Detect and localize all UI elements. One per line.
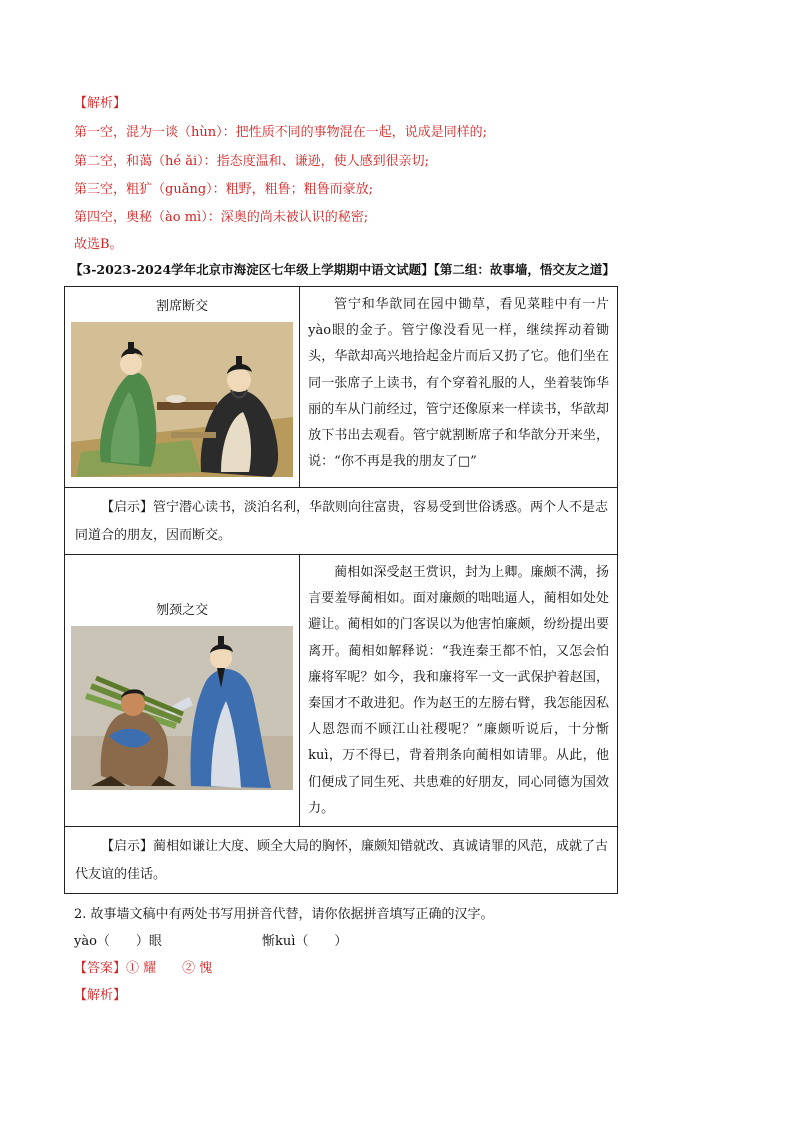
story1-inspire: 【启示】管宁潜心读书，淡泊名利，华歆则向往富贵，容易受到世俗诱惑。两个人不是志同道合的朋友，因而断交。 <box>75 500 609 543</box>
story2-inspire: 【启示】蔺相如谦让大度、顾全大局的胸怀，廉颇知错就改、真诚请罪的风范，成就了古代友谊的佳话。 <box>75 839 609 883</box>
analysis-line-4: 第四空，奥秘（ào mì）：深奥的尚未被认识的秘密; <box>74 210 369 225</box>
story2-title: 刎颈之交 <box>156 603 209 619</box>
story2-illustration <box>71 626 293 790</box>
story2-title-cell <box>65 555 300 827</box>
story1-title-cell <box>65 287 300 488</box>
question-blank-1: yào（ ）眼 <box>74 934 162 949</box>
question-text: 2. 故事墙文稿中有两处书写用拼音代替，请你依据拼音填写正确的汉字。 <box>74 907 494 922</box>
analysis-line-5: 故选B。 <box>74 237 123 252</box>
story-table <box>64 286 618 894</box>
analysis-line-1: 第一空，混为一谈（hùn）：把性质不同的事物混在一起，说成是同样的; <box>74 125 487 140</box>
story2-text-cell <box>300 555 618 827</box>
answer-label: 【答案】 <box>74 961 127 976</box>
answer-block <box>74 960 212 978</box>
analysis-heading: 【解析】 <box>74 96 127 111</box>
question-blank-2: 惭kuì（ ） <box>262 934 348 949</box>
story2-inspire-cell <box>65 827 618 894</box>
answer-text: ① 耀 ② 愧 <box>126 961 213 976</box>
story1-inspire-cell <box>65 488 618 555</box>
analysis-line-3: 第三空，粗犷（guǎng）：粗野，粗鲁；粗鲁而豪放; <box>74 182 374 197</box>
story1-text-cell <box>300 287 618 488</box>
story2-text: 蔺相如深受赵王赏识，封为上卿。廉颇不满，扬言要羞辱蔺相如。面对廉颇的咄咄逼人，蔺相如处处避让。蔺相如的门客误以为他害怕廉颇，纷纷提出要离开。蔺相如解释说：“我连秦王都不怕，又怎会怕廉将军呢？如今，我和廉将军一文一武保护着赵国，秦国才不敢进犯。作为赵王的左膀右臂，我怎能因私人恩怨而不顾江山社稷呢？”廉颇听说后，十分惭kuì，万不得已，背着荆条向蔺相如请罪。从此，他们便成了同生死、共患难的好朋友，同心同德为国效力。 <box>308 565 609 816</box>
analysis-bottom-heading: 【解析】 <box>74 988 127 1003</box>
story1-title: 割席断交 <box>156 299 209 314</box>
section-header: 【3-2023-2024学年北京市海淀区七年级上学期期中语文试题】【第二组：故事墙，悟交友之道】 <box>70 262 615 277</box>
analysis-line-2: 第二空，和蔼（hé ǎi）：指态度温和、谦逊，使人感到很亲切; <box>74 154 429 169</box>
story1-illustration <box>71 322 293 477</box>
story1-text: 管宁和华歆同在园中锄草，看见菜畦中有一片yào眼的金子。管宁像没看见一样，继续挥动着锄头，华歆却高兴地拾起金片而后又扔了它。他们坐在同一张席子上读书，有个穿着礼服的人，坐着装饰华丽的车从门前经过，管宁还像原来一样读书，华歆却放下书出去观看。管宁就割断席子和华歆分开来坐，说：“你不再是我的朋友了□” <box>308 297 609 470</box>
